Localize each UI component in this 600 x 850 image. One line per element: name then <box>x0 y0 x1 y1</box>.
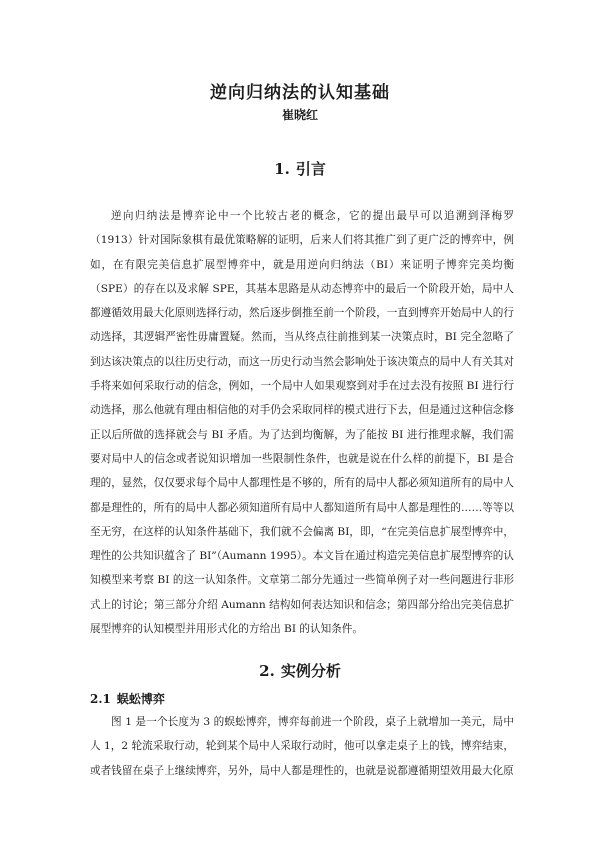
author-name: 崔晓红 <box>281 108 318 122</box>
subsection-heading-centipede <box>90 690 165 707</box>
paper-title: 逆向归纳法的认知基础 <box>210 83 390 103</box>
body-paragraph: 图 1 是一个长度为 3 的蜈蚣博弈，博弈每前进一个阶段，桌子上就增加一美元，局中人 1，2 轮流采取行动，轮到某个局中人采取行动时，他可以拿走桌子上的钱，博弈结束，或者钱留在桌子上继续博弈，另外，局中人都是理性的，也就是说都遵循期望效用最大化原 <box>90 716 514 777</box>
body-paragraph: 逆向归纳法是博弈论中一个比较古老的概念，它的提出最早可以追溯到泽梅罗（1913）针对国际象棋有最优策略解的证明，后来人们将其推广到了更广泛的博弈中，例如，在有限完美信息扩展型博弈中，就是用逆向归纳法（BI）来证明子博弈完美均衡（SPE）的存在以及求解 SPE，其基本思路是从动态博弈中的最后一个阶段开始，局中人都遵循效用最大化原则选择行动，然后逐步倒推至前一个阶段，一直到博弈开始局中人的行动选择，其逻辑严密性毋庸置疑。然而，当从终点往前推到某一决策点时，BI 完全忽略了到达该决策点的以往历史行动，而这一历史行动当然会影响处于该决策点的局中人有关其对手将来如何采取行动的信念，例如，一个局中人如果观察到对手在过去没有按照 BI 进行行动选择，那么他就有理由相信他的对手仍会采取同样的模式进行下去，但是通过这种信念修正以后所做的选择就会与 BI 矛盾。为了达到均衡解，为了能按 BI 进行推理求解，我们需要对局中人的信念或者说知识增加一些限制性条件，也就是说在什么样的前提下，BI 是合理的，显然，仅仅要求每个局中人都理性是不够的，所有的局中人都必须知道所有的局中人都是理性的，所有的局中人都必须知道所有局中人都知道所有局中人都是理性的……等等以至无穷，在这样的认知条件基础下，我们就不会偏离 BI，即，“在完美信息扩展型博弈中，理性的公共知识蕴含了 BI”（Aumann 1995）。本文旨在通过构造完美信息扩展型博弈的认知模型来考察 BI 的这一认知条件。文章第二部分先通过一些简单例子对一些问题进行非形式上的讨论；第三部分介绍 Aumann 结构如何表达知识和信念；第四部分给出完美信息扩展型博弈的认知模型并用形式化的方给出 BI 的认知条件。 <box>90 210 514 636</box>
section-number: 2. <box>259 662 275 680</box>
subsection-number: 2.1 <box>90 692 111 706</box>
section-heading-examples <box>0 660 600 681</box>
section-number: 1. <box>274 160 290 178</box>
subsection-title: 蜈蚣博弈 <box>116 692 165 706</box>
section-title: 实例分析 <box>280 662 341 680</box>
section-heading-introduction <box>0 158 600 179</box>
section-title: 引言 <box>295 160 326 178</box>
